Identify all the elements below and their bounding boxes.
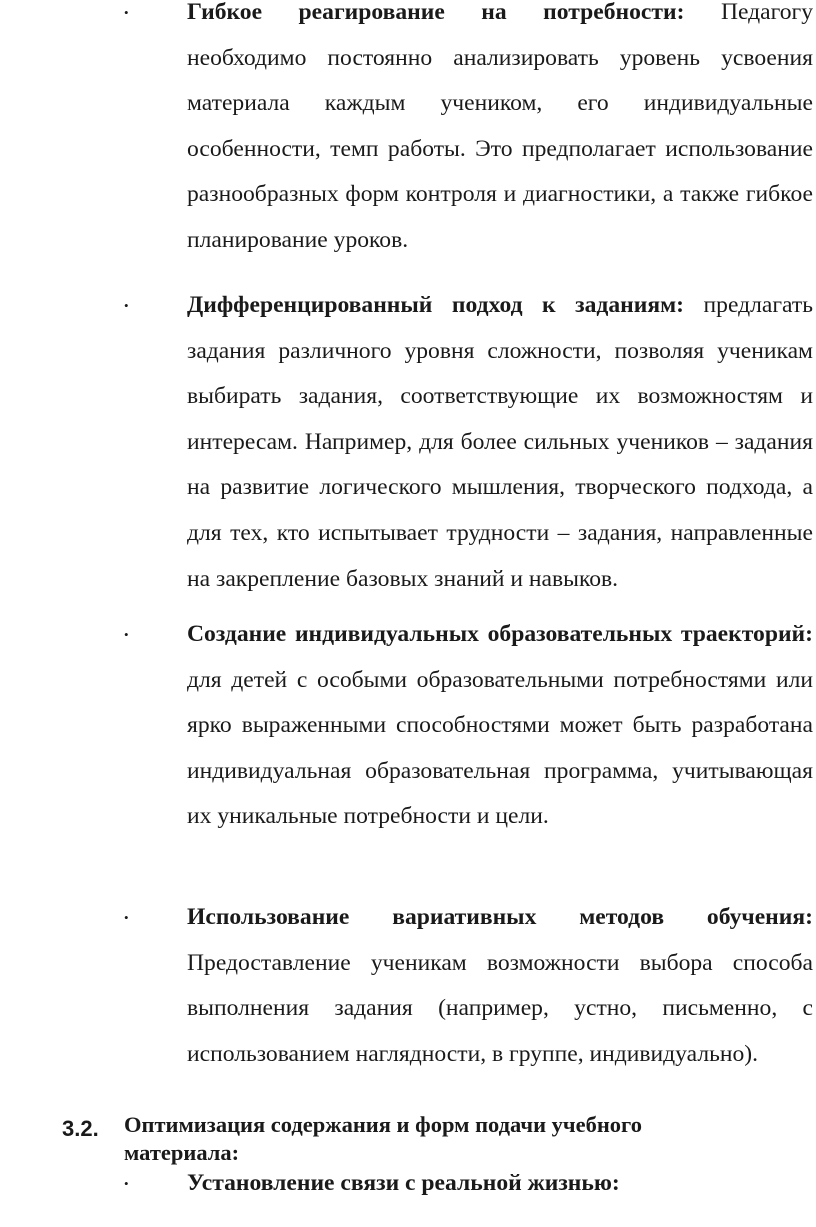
list-item-term: Установление связи с реальной жизнью: <box>187 1170 620 1196</box>
list-item-text <box>187 1161 813 1207</box>
list-item-body: Педагогу необходимо постоянно анализировать уровень усвоения материала каждым учеником, его индивидуальные особенности, темп работы. Это предполагает использование разнообразных форм контроля и диагностики, а также гибкое планирование уроков. <box>187 0 813 253</box>
list-item-term: Дифференцированный подход к заданиям: <box>187 292 685 318</box>
section-title: Оптимизация содержания и форм подачи учебного материала: <box>124 1112 642 1165</box>
list-item-term: Использование вариативных методов обучения: <box>187 904 813 930</box>
bullet-marker: • <box>124 298 129 313</box>
list-item-text <box>187 0 813 264</box>
list-item-body: Предоставление ученикам возможности выбора способа выполнения задания (например, устно, письменно, с использованием наглядности, в группе, индивидуально). <box>187 949 813 1067</box>
bullet-marker: • <box>124 5 129 20</box>
list-item-body: для детей с особыми образовательными потребностями или ярко выраженными способностями может быть разработана индивидуальная образовательная программа, учитывающая их уникальные потребности и цели. <box>187 666 813 830</box>
list-item-term: Создание индивидуальных образовательных траекторий: <box>187 621 813 647</box>
list-item-term: Гибкое реагирование на потребности: <box>187 0 685 25</box>
list-item-body: предлагать задания различного уровня сложности, позволяя ученикам выбирать задания, соответствующие их возможностям и интересам. Например, для более сильных учеников – задания на развитие логического мышления, творческого подхода, а для тех, кто испытывает трудности – задания, направленные на закрепление базовых знаний и навыков. <box>187 292 813 592</box>
bullet-marker: • <box>124 910 129 925</box>
list-item-text <box>187 283 813 602</box>
list-item-text <box>187 895 813 1077</box>
section-number: 3.2. <box>62 1116 99 1141</box>
bullet-marker: • <box>124 1176 129 1191</box>
bullet-marker: • <box>124 627 129 642</box>
list-item-text <box>187 612 813 840</box>
